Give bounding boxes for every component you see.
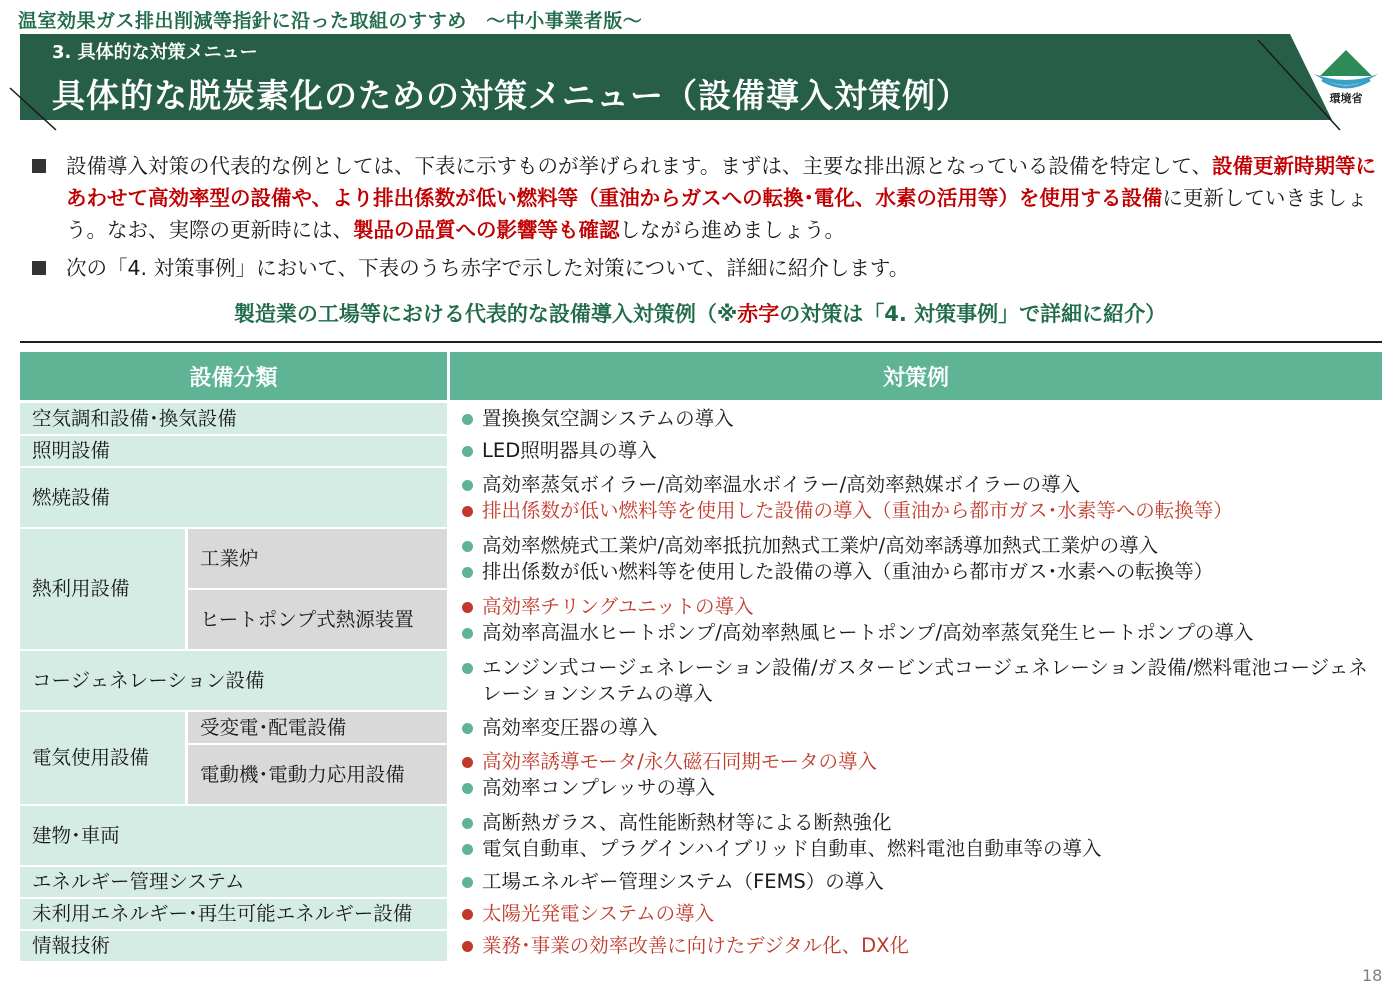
bullet-dot-icon	[462, 818, 473, 829]
measures-cell	[450, 712, 1382, 745]
bullet-dot-icon	[462, 414, 473, 425]
table-row	[20, 529, 1382, 590]
measure-text: 高効率燃焼式工業炉/高効率抵抗加熱式工業炉/高効率誘導加熱式工業炉の導入	[482, 533, 1159, 557]
measure-text: 排出係数が低い燃料等を使用した設備の導入（重油から都市ガス･水素への転換等）	[482, 559, 1214, 583]
bullet-1-text-3: しながら進めましょう。	[619, 218, 845, 242]
bullet-dot-icon	[462, 757, 473, 768]
measure-text: 太陽光発電システムの導入	[482, 902, 715, 925]
category-cell: 空気調和設備･換気設備	[20, 403, 450, 436]
bullet-dot-icon	[462, 506, 473, 517]
square-bullet-icon	[32, 159, 46, 173]
category-cell: 情報技術	[20, 931, 450, 963]
bullet-item-2	[28, 252, 1388, 284]
divider	[20, 341, 1382, 343]
logo-text: 環境省	[1329, 92, 1363, 105]
caption-text-2: の対策は「4. 対策事例」で詳細に紹介）	[779, 302, 1167, 326]
measure-text: LED照明器具の導入	[482, 439, 657, 462]
bullet-dot-icon	[462, 783, 473, 794]
bullet-dot-icon	[462, 941, 473, 952]
bullet-dot-icon	[462, 723, 473, 734]
category-cell: 照明設備	[20, 436, 450, 468]
bullet-1-highlight-2: 製品の品質への影響等も確認	[353, 218, 620, 242]
measure-item	[462, 472, 1382, 498]
caption-text-1: 製造業の工場等における代表的な設備導入対策例（※	[233, 302, 738, 326]
measure-item	[462, 594, 1382, 620]
bullet-item-1	[28, 150, 1388, 246]
subcategory-cell: ヒートポンプ式熱源装置	[188, 590, 450, 651]
category-cell: コージェネレーション設備	[20, 651, 450, 712]
measure-item	[462, 620, 1382, 646]
measures-cell	[450, 899, 1382, 931]
measure-item	[462, 933, 1382, 959]
bullet-dot-icon	[462, 567, 473, 578]
table-row	[20, 931, 1382, 963]
table-row	[20, 651, 1382, 712]
bullet-dot-icon	[462, 844, 473, 855]
measure-item	[462, 498, 1382, 524]
measure-item	[462, 655, 1382, 707]
measures-cell	[450, 931, 1382, 963]
table-row	[20, 468, 1382, 529]
subcategory-cell: 受変電･配電設備	[188, 712, 450, 745]
measure-text: エンジン式コージェネレーション設備/ガスタービン式コージェネレーション設備/燃料電池コージェネレーションシステムの導入	[482, 655, 1368, 705]
table-row	[20, 403, 1382, 436]
bullet-dot-icon	[462, 480, 473, 491]
measure-item	[462, 715, 1382, 741]
measures-cell	[450, 867, 1382, 899]
doc-title: 温室効果ガス排出削減等指針に沿った取組のすすめ ～中小事業者版～	[18, 10, 643, 32]
measures-cell	[450, 745, 1382, 806]
measure-item	[462, 533, 1382, 559]
table-caption	[0, 298, 1400, 328]
bullet-2-text: 次の「4. 対策事例」において、下表のうち赤字で示した対策について、詳細に紹介します。	[66, 256, 910, 280]
measure-text: 高効率誘導モータ/永久磁石同期モータの導入	[482, 749, 878, 773]
table-row	[20, 436, 1382, 468]
measure-text: 業務･事業の効率改善に向けたデジタル化、DX化	[482, 934, 909, 957]
measure-text: 高効率チリングユニットの導入	[482, 594, 754, 618]
bullet-dot-icon	[462, 663, 473, 674]
bullet-1-text-1: 設備導入対策の代表的な例としては、下表に示すものが挙げられます。まずは、主要な排出源となっている設備を特定して、	[66, 154, 1212, 178]
table-row	[20, 867, 1382, 899]
measure-item	[462, 775, 1382, 801]
measures-cell	[450, 806, 1382, 867]
measure-text: 高効率変圧器の導入	[482, 715, 658, 739]
subcategory-cell: 工業炉	[188, 529, 450, 590]
page-title: 具体的な脱炭素化のための対策メニュー（設備導入対策例）	[52, 76, 970, 115]
category-cell: 未利用エネルギー･再生可能エネルギー設備	[20, 899, 450, 931]
column-header-category: 設備分類	[20, 352, 450, 403]
measures-cell	[450, 651, 1382, 712]
measure-item	[462, 749, 1382, 775]
measure-item	[462, 810, 1382, 836]
table-row	[20, 590, 1382, 651]
measures-cell	[450, 468, 1382, 529]
measures-table	[20, 352, 1382, 963]
caption-red-text: 赤字	[737, 302, 780, 326]
measure-item	[462, 869, 1382, 895]
table-row	[20, 745, 1382, 806]
measure-text: 高効率高温水ヒートポンプ/高効率熱風ヒートポンプ/高効率蒸気発生ヒートポンプの導入	[482, 620, 1254, 644]
measure-item	[462, 559, 1382, 585]
measure-text: 高効率蒸気ボイラー/高効率温水ボイラー/高効率熱媒ボイラーの導入	[482, 472, 1081, 496]
measure-text: 高効率コンプレッサの導入	[482, 775, 716, 799]
category-cell: 熱利用設備	[20, 529, 188, 651]
column-header-measures: 対策例	[450, 352, 1382, 403]
measure-text: 電気自動車、プラグインハイブリッド自動車、燃料電池自動車等の導入	[482, 836, 1102, 860]
measure-text: 置換換気空調システムの導入	[482, 406, 734, 430]
square-bullet-icon	[32, 261, 46, 275]
measure-text: 高断熱ガラス、高性能断熱材等による断熱強化	[482, 810, 892, 834]
table-row	[20, 899, 1382, 931]
bullet-1-text-2: に更新していきましょう。なお、実際の更新時には、	[66, 186, 1368, 242]
bullet-dot-icon	[462, 628, 473, 639]
page-number: 18	[1362, 966, 1383, 985]
category-cell: 電気使用設備	[20, 712, 188, 806]
table-row	[20, 806, 1382, 867]
table-row	[20, 712, 1382, 745]
measures-cell	[450, 590, 1382, 651]
category-cell: エネルギー管理システム	[20, 867, 450, 899]
bullet-dot-icon	[462, 541, 473, 552]
measure-text: 排出係数が低い燃料等を使用した設備の導入（重油から都市ガス･水素等への転換等）	[482, 498, 1233, 522]
subcategory-cell: 電動機･電動力応用設備	[188, 745, 450, 806]
bullet-dot-icon	[462, 877, 473, 888]
bullet-1-highlight-1: 設備更新時期等にあわせて高効率型の設備や、より排出係数が低い燃料等（重油からガスへの転換･電化、水素の活用等）を使用する設備	[66, 154, 1376, 210]
bullet-dot-icon	[462, 909, 473, 920]
section-label: 3. 具体的な対策メニュー	[52, 42, 258, 63]
measures-cell	[450, 436, 1382, 468]
category-cell: 建物･車両	[20, 806, 450, 867]
measures-cell	[450, 529, 1382, 590]
bullet-dot-icon	[462, 446, 473, 457]
bullet-dot-icon	[462, 602, 473, 613]
measure-item	[462, 406, 1382, 432]
measure-item	[462, 836, 1382, 862]
measure-item	[462, 438, 1382, 464]
measure-item	[462, 901, 1382, 927]
intro-bullets	[28, 150, 1388, 284]
measures-cell	[450, 403, 1382, 436]
table-header-row	[20, 352, 1382, 403]
measure-text: 工場エネルギー管理システム（FEMS）の導入	[482, 870, 884, 893]
category-cell: 燃焼設備	[20, 468, 450, 529]
